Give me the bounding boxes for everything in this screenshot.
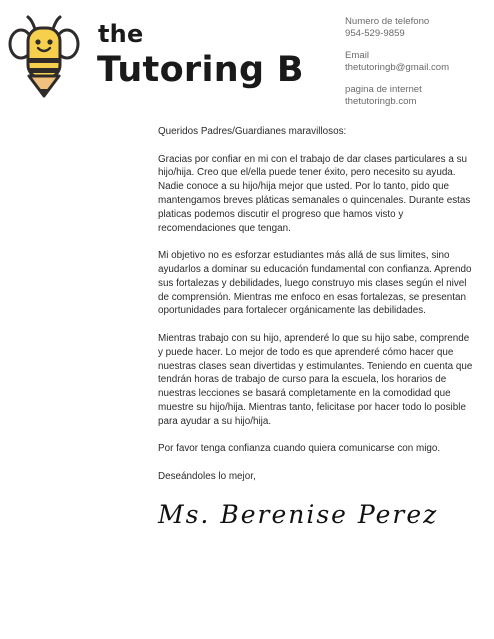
web-group [345,84,449,107]
phone-label: Numero de telefono [345,16,430,27]
signature: Ms. Berenise Perez [158,500,439,529]
email-label: Email [345,50,369,61]
paragraph: Gracias por confiar en mi con el trabajo de dar clases particulares a su hijo/hija. Creo que el/ella puede tener éxito, pero necesito su ayuda. Nadie conoce a su hijo/hija mejor que usted. Por lo tanto, pido que mantengamos breves pláticas semanales o quincenales. Durante estas platicas podemos discutir el progreso que hamos visto y recomendaciones que tengan. [158,153,471,234]
paragraph: Por favor tenga confianza cuando quiera comunicarse con migo. [158,443,441,455]
bee-pencil-logo-icon [8,12,80,98]
contact-block [345,16,449,118]
web-label: pagina de internet [345,84,422,95]
phone-group [345,16,449,39]
phone-number: 954-529-9859 [345,27,405,39]
brand-name: Tutoring B [97,50,304,90]
letter-body [158,125,476,498]
closing: Deseándoles lo mejor, [158,470,256,482]
brand-the: the [98,20,144,48]
paragraph: Mientras trabajo con su hijo, aprenderé lo que su hijo sabe, comprende y puede hacer. Lo mejor de todo es que aprenderé cómo hacer que nuestras clases sean divertidas y estimulantes. Teniendo en cuenta que tendrán horas de trabajo de curso para la escuela, los horarios de nuestras lecciones se basará completamente en la comodidad que muestre su hijo/hija. Mientras tanto, felicitase por hacer todo lo posible para ayudar a su hijo/hija. [158,332,473,427]
salutation: Queridos Padres/Guardianes maravillosos: [158,126,347,137]
web-address: thetutoringb.com [345,95,417,107]
email-address: thetutoringb@gmail.com [345,61,450,73]
email-group [345,50,449,73]
paragraph: Mi objetivo no es esforzar estudiantes más allá de sus limites, sino ayudarlos a dominar su educación fundamental con confianza. Aprendo sus fortalezas y debilidades, luego construyo mis clases según el nivel de comprensión. Mientras me enfoco en esas fortalezas, se presentan oportunidades para fortalecer orgánicamente las debilidades. [158,250,472,317]
